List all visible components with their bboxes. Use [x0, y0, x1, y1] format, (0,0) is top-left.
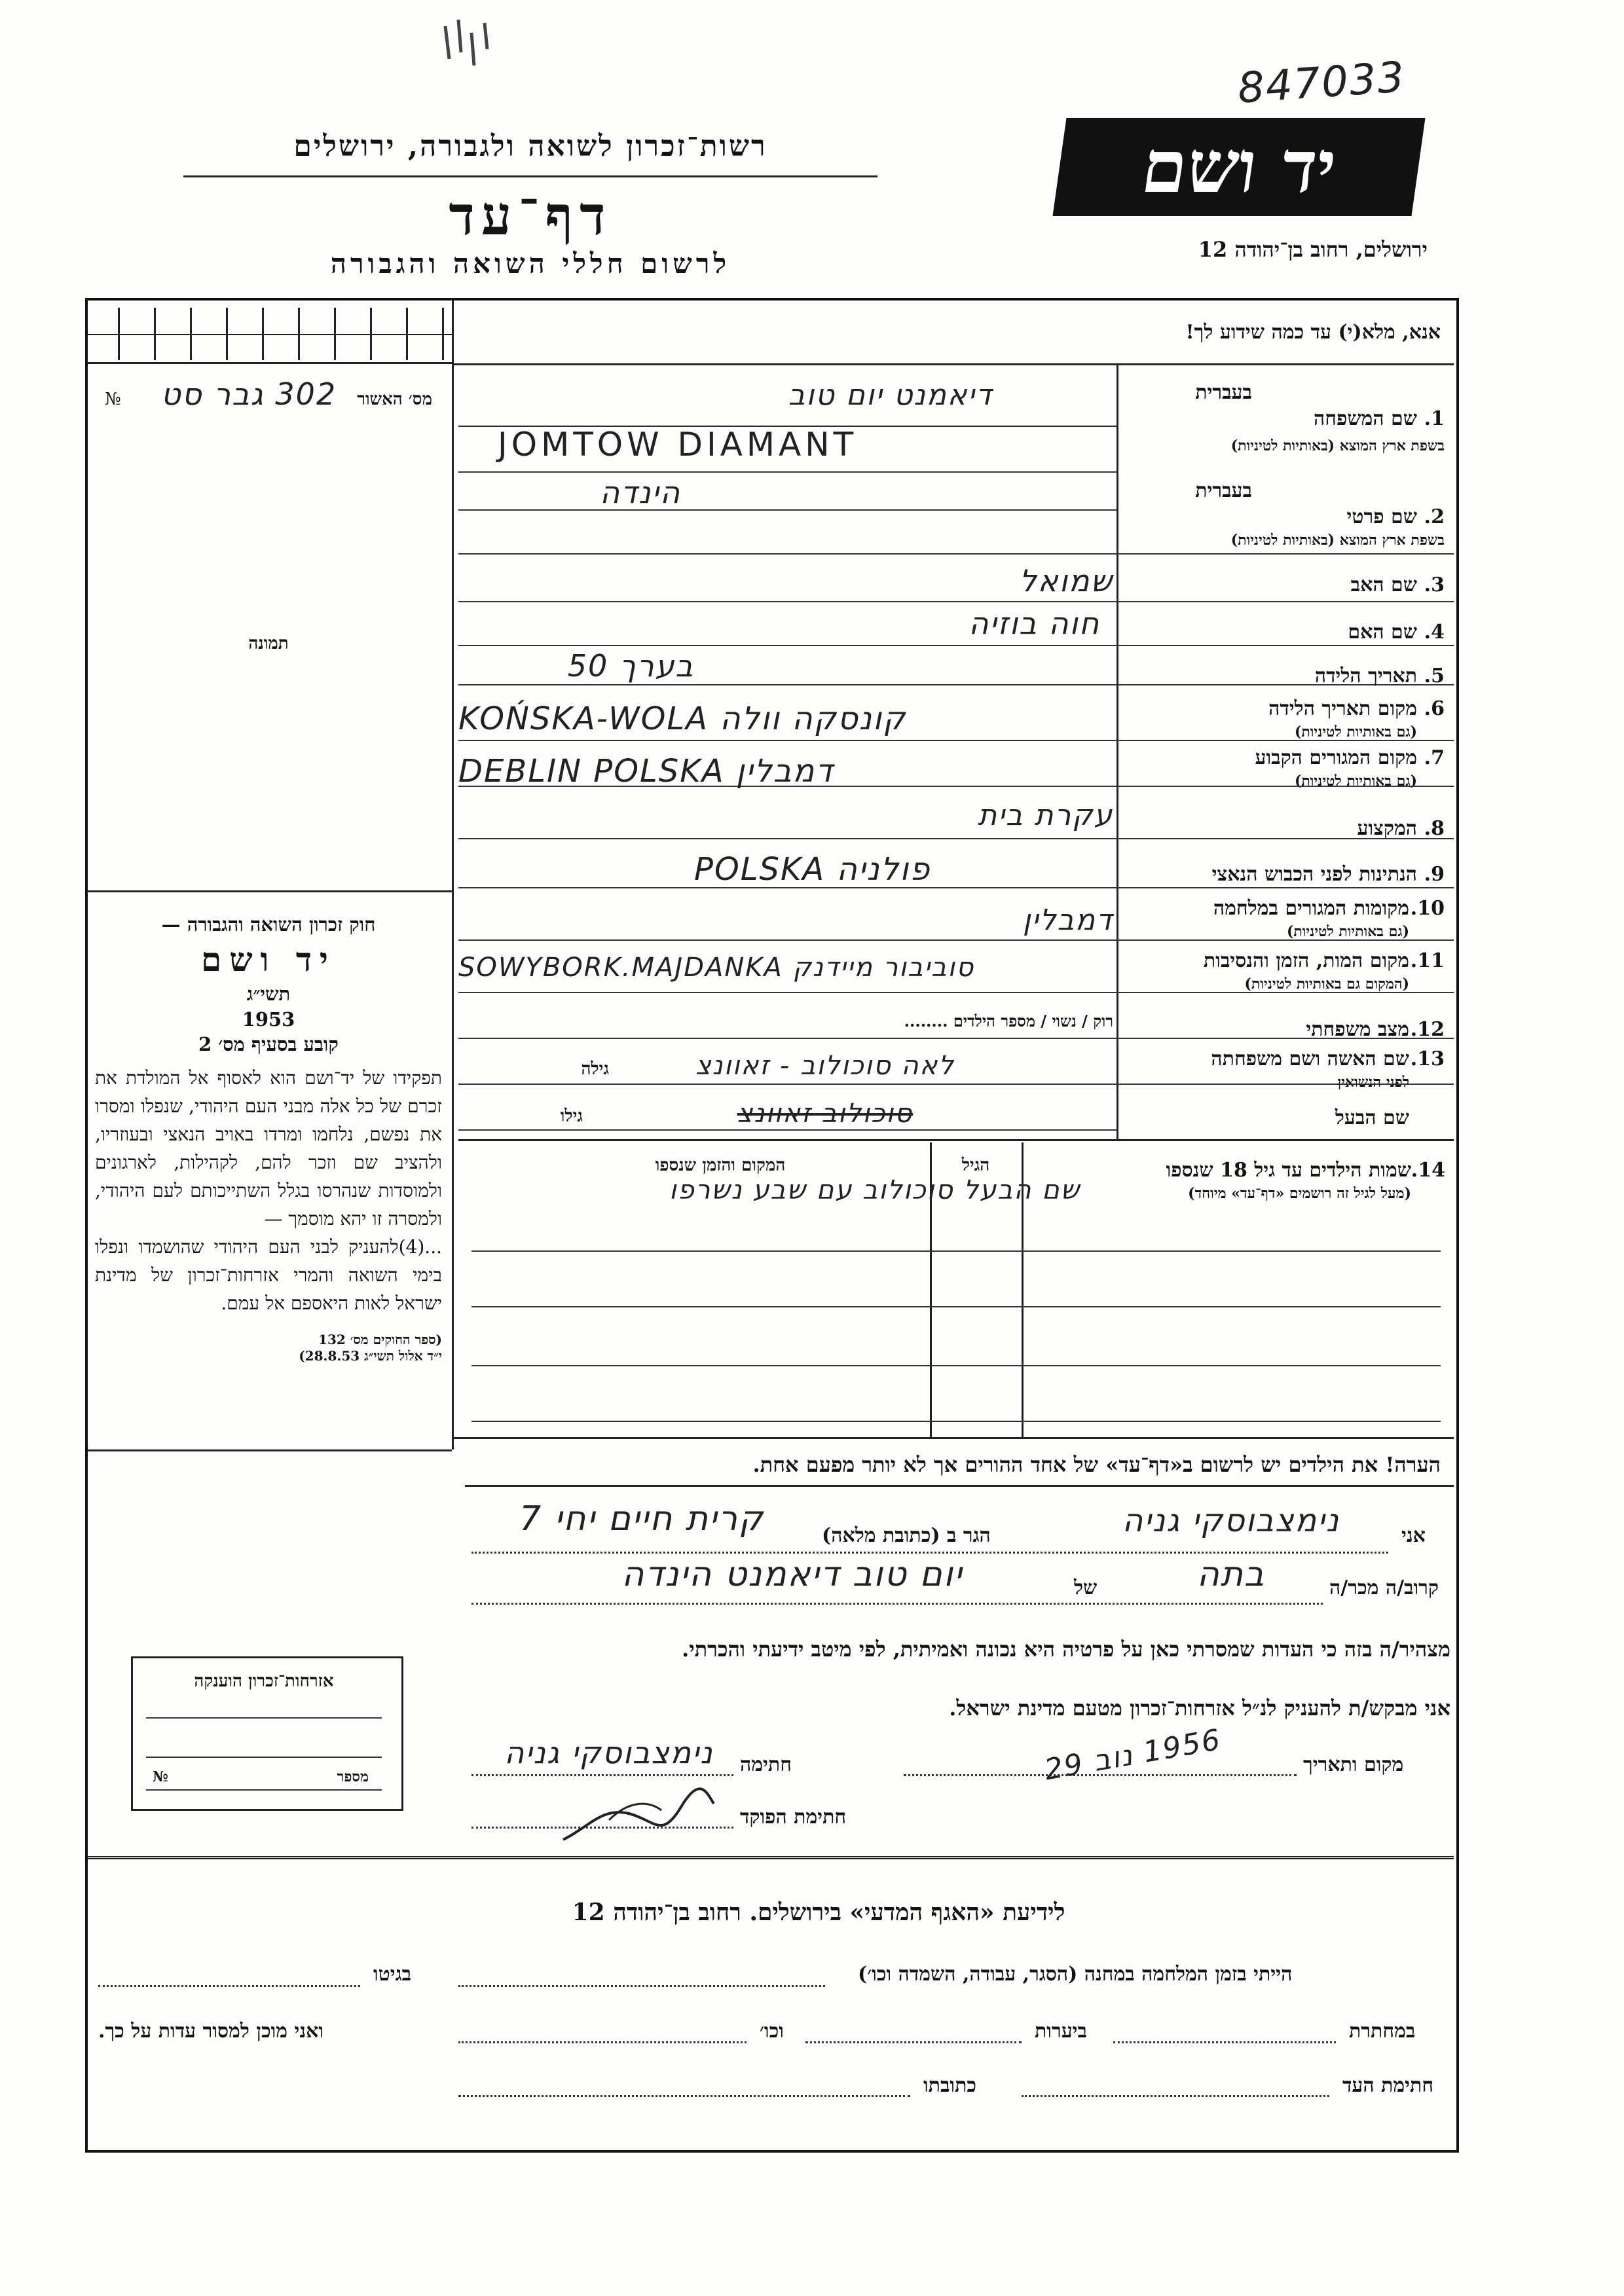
remark: הערה! את הילדים יש לרשום ב«דף־עד» של אחד ההורים אך לא יותר מפעם אחת. — [752, 1452, 1441, 1477]
field-5-num: 5. — [1424, 665, 1445, 687]
field-7-sub: (גם באותיות לטיניות) — [1294, 773, 1417, 790]
notice-partisans: במחתרת — [1349, 2020, 1416, 2043]
photo-label: תמונה — [248, 634, 289, 653]
decl-signature — [498, 1735, 720, 1770]
field-2-value-hebrew: הינדה — [600, 475, 681, 510]
citizenship-number: מספר — [337, 1768, 369, 1785]
registration-value: 302 גבר סט — [160, 376, 337, 412]
husband-age-label: גילו — [560, 1106, 583, 1126]
field-10-num: 10. — [1410, 897, 1445, 920]
decl-address-value: קרית חיים יחי 7 — [519, 1499, 764, 1539]
field-1-num: 1. — [1424, 407, 1445, 430]
field-3-label: שם האב — [1350, 574, 1417, 596]
decl-of: של — [1074, 1576, 1098, 1599]
field-13-num: 13. — [1410, 1048, 1445, 1070]
decl-ani: אני — [1401, 1524, 1426, 1547]
form-subtitle: לרשום חללי השואה והגבורה — [330, 247, 731, 280]
decl-place-date: מקום ותאריך — [1303, 1753, 1404, 1776]
notice-etc: וכו׳ — [760, 2020, 784, 2043]
decl-residing: הגר ב (כתובת מלאה) — [822, 1524, 991, 1547]
law-ref-2: י״ד אלול תשי״ג 28.8.53) — [299, 1348, 442, 1364]
field-10-label: מקומות המגורים במלחמה — [1213, 897, 1409, 920]
children-sub: (מעל לגיל זה רושמים «דף־עד» מיוחד) — [1188, 1185, 1411, 1202]
field-9-value: POLSKA פולניה — [694, 851, 931, 888]
field-11-label: מקום המות, הזמן והנסיבות — [1203, 949, 1409, 972]
law-panel — [95, 913, 442, 1364]
law-year-hebrew: תשי״ג — [246, 983, 291, 1005]
children-label: שמות הילדים עד גיל 18 שנספו — [1166, 1159, 1411, 1182]
field-13-value: לאה סוכולוב - זאוונצ — [695, 1051, 955, 1081]
children-first-row: שם הבעל סוכולוב עם שבע נשרפו — [669, 1175, 1080, 1205]
law-clause: קובע בסעיף מס׳ 2 — [198, 1033, 339, 1055]
husband-value: סוכולוב זאוונצ — [737, 1099, 913, 1129]
field-1-value-latin: JOMTOW DIAMANT — [498, 426, 858, 464]
notice-forests: ביערות — [1035, 2020, 1088, 2043]
yad-vashem-logo — [1052, 118, 1425, 216]
notice-witness-sig: חתימת העד — [1342, 2074, 1434, 2097]
field-8-label: המקצוע — [1357, 817, 1417, 840]
husband-label: שם הבעל — [1335, 1106, 1409, 1129]
instruction: אנא, מלא(י) עד כמה שידוע לך! — [1185, 321, 1441, 344]
field-6-num: 6. — [1424, 697, 1445, 720]
field-11-value: SOWYBORK.MAJDANKA סוביבור מיידנק — [458, 953, 975, 983]
law-text-2: ...(4)להעניק לבני העם היהודי שהושמדו ונפלו בימי השואה והמרי אזרחות־זכרון של מדינת ישראל לאות היאספם אל עמם. — [95, 1236, 442, 1314]
field-4-value: חוה בוזיה — [969, 606, 1100, 641]
decl-name-value: נימצבוסקי גניה — [1122, 1503, 1340, 1539]
field-4-label: שם האם — [1348, 621, 1417, 644]
citizenship-prefix: № — [153, 1768, 168, 1785]
address: ירושלים, רחוב בן־יהודה 12 — [1198, 237, 1428, 262]
decl-relation-value: בתה — [1196, 1555, 1266, 1594]
field-4-num: 4. — [1424, 621, 1445, 644]
field-3-value: שמואל — [1019, 563, 1113, 598]
decl-stamp: 1956 נוב 29 — [1042, 1722, 1224, 1787]
fields-labels — [1121, 367, 1449, 1139]
notice-address: כתובתו — [923, 2074, 977, 2097]
field-7-label: מקום המגורים הקבוע — [1255, 746, 1417, 769]
decl-of-value: יום טוב דיאמנט הינדה — [621, 1555, 963, 1594]
law-name: יד ושם — [201, 940, 336, 979]
notice-title: לידיעת «האגף המדעי» בירושלים. רחוב בן־יהודה 12 — [572, 1899, 1065, 1926]
field-6-label: מקום תאריך הלידה — [1268, 697, 1417, 720]
officer-signature-scribble — [550, 1781, 720, 1853]
logo-text: יד ושם — [1136, 124, 1342, 209]
registration-prefix: № — [105, 390, 121, 409]
scan-marks — [419, 13, 524, 79]
children-num: 14. — [1411, 1159, 1445, 1182]
decl-relation-label: קרוב/ה מכר/ה — [1329, 1576, 1439, 1599]
field-7-num: 7. — [1424, 746, 1445, 769]
decl-request: אני מבקש/ת להעניק לנ״ל אזרחות־זכרון מטעם מדינת ישראל. — [949, 1696, 1450, 1721]
field-8-value: עקרת בית — [978, 799, 1113, 832]
field-9-num: 9. — [1424, 863, 1445, 886]
field-12-label: מצב משפחתי — [1306, 1018, 1409, 1041]
children-col-age: הגיל — [961, 1156, 990, 1175]
field-12-num: 12. — [1410, 1018, 1445, 1041]
children-col-place: המקום והזמן שנספו — [655, 1156, 786, 1175]
law-ref-1: (ספר החוקים מס׳ 132 — [318, 1332, 442, 1347]
decl-officer-sig: חתימת הפוקד — [740, 1806, 847, 1829]
decl-signature-label: חתימה — [740, 1753, 792, 1776]
field-8-num: 8. — [1424, 817, 1445, 840]
law-text: תפקידו של יד־ושם הוא לאסוף אל המולדת את זכרם של כל אלה מבני העם היהודי, שנפלו ומסרו את נפשם, נלחמו ומרדו באויב הנאצי ובעוזריו, ולהציב שם וזכר להם, לקהילות, לארגונים ולמוסדות שנהרסו בגלל השתייכותם לעם היהודי, ולמסרה זו יהא מוסמך — — [95, 1067, 442, 1230]
field-5-label: תאריך הלידה — [1314, 665, 1417, 687]
field-5-value: בערך 50 — [567, 648, 694, 683]
field-10-value: דמבלין — [1022, 903, 1113, 937]
field-11-num: 11. — [1410, 949, 1445, 972]
field-1-tag: בעברית — [1195, 381, 1252, 404]
field-1-sub: בשפת ארץ המוצא (באותיות לטיניות) — [1230, 437, 1445, 454]
field-13-label: שם האשה ושם משפחתה — [1211, 1048, 1409, 1070]
decl-signature-name: נימצבוסקי גניה — [504, 1735, 714, 1770]
authority-name: רשות־זכרון לשואה ולגבורה, ירושלים — [293, 130, 767, 163]
field-7-value: DEBLIN POLSKA דמבלין — [458, 753, 834, 790]
citizenship-title: אזרחות־זכרון הוענקה — [194, 1671, 334, 1691]
field-1-label: שם המשפחה — [1313, 407, 1417, 430]
decl-statement: מצהיר/ה בזה כי העדות שמסרתי כאן על פרטיה היא נכונה ואמיתית, לפי מיטב ידיעתי והכרתי. — [682, 1637, 1450, 1662]
field-6-value: KOŃSKA-WOLA קונסקה וולה — [458, 701, 907, 737]
archive-number: 847033 — [1236, 53, 1407, 113]
children-section — [458, 1142, 1450, 1440]
notice-ghetto: בגיטו — [373, 1963, 412, 1986]
citizenship-box — [131, 1656, 403, 1811]
field-1-value-hebrew: דיאמנט יום טוב — [788, 378, 993, 412]
notice-line1: הייתי בזמן המלחמה במחנה (הסגר, עבודה, השמדה וכו׳) — [858, 1963, 1293, 1986]
field-2-tag: בעברית — [1195, 479, 1252, 502]
field-13-sub: לפני הנשואין — [1337, 1074, 1409, 1091]
field-2-num: 2. — [1424, 505, 1445, 528]
form-title: דף־עד — [449, 185, 612, 247]
field-9-label: הנתינות לפני הכבוש הנאצי — [1211, 863, 1417, 886]
law-year: 1953 — [242, 1008, 295, 1030]
field-2-label: שם פרטי — [1346, 505, 1417, 528]
notice-ready: ואני מוכן למסור עדות על כך. — [98, 2020, 324, 2043]
field-12-value: רוק / נשוי / מספר הילדים ........ — [904, 1011, 1113, 1030]
field-6-sub: (גם באותיות לטיניות) — [1294, 723, 1417, 740]
field-11-sub: (המקום גם באותיות לטיניות) — [1244, 975, 1409, 993]
field-10-sub: (גם באותיות לטיניות) — [1286, 923, 1409, 940]
registration-tick-box — [118, 308, 445, 360]
law-title: חוק זכרון השואה והגבורה — — [161, 913, 376, 936]
field-3-num: 3. — [1424, 574, 1445, 596]
field-2-sub: בשפת ארץ המוצא (באותיות לטיניות) — [1230, 532, 1445, 549]
field-13-age-label: גילה — [581, 1059, 609, 1079]
registration-label: מס׳ האשור — [357, 390, 432, 409]
